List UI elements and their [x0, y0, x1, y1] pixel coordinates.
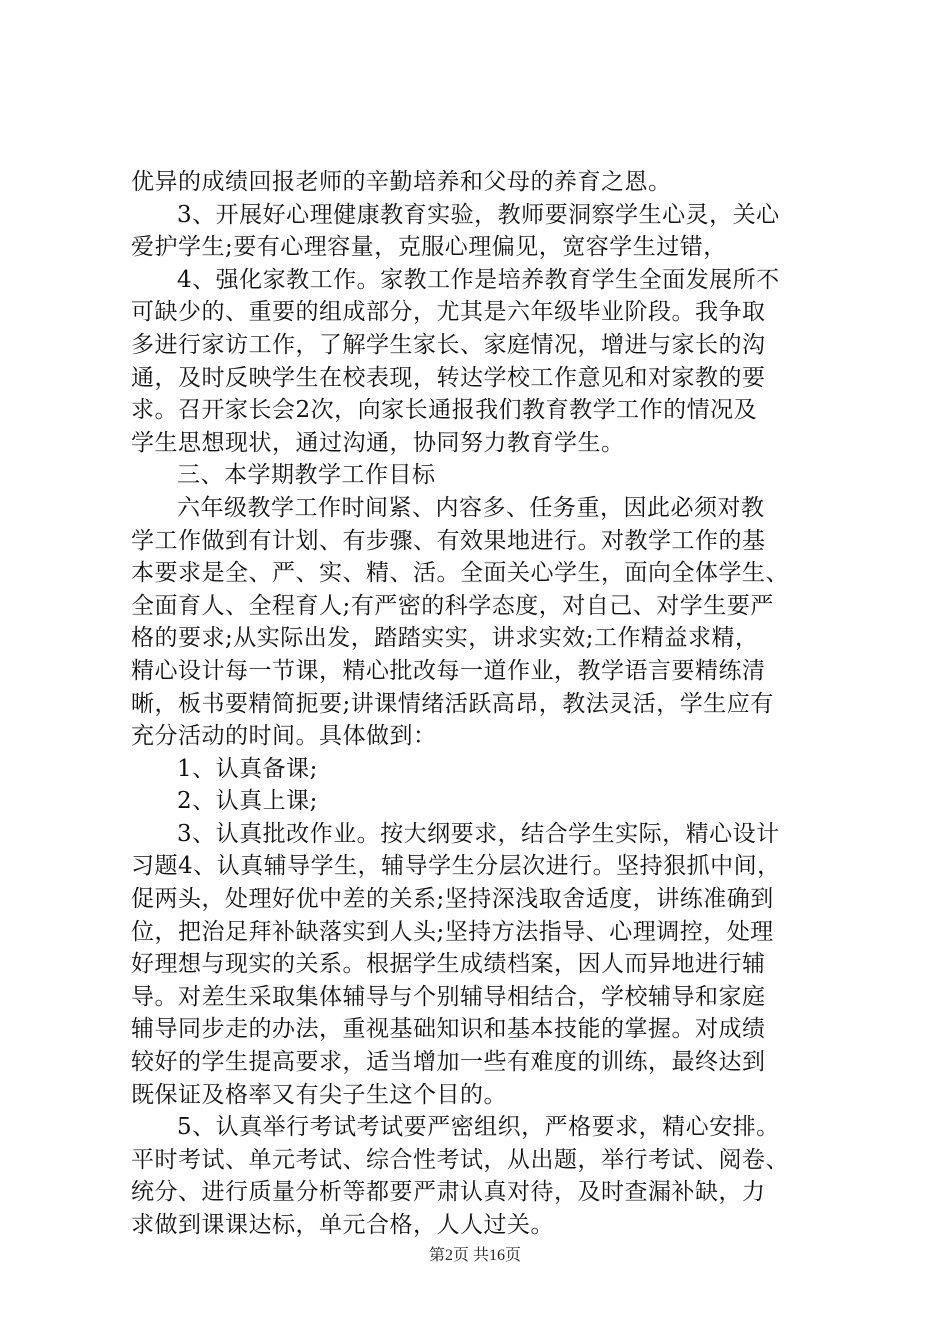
text-line: 通，及时反映学生在校表现，转达学校工作意见和对家教的要: [131, 364, 766, 391]
text-line: 爱护学生;要有心理容量，克服心理偏见，宽容学生过错，: [131, 234, 727, 261]
text-line: 5、认真举行考试考试要严密组织，严格要求，精心安排。: [177, 1114, 780, 1141]
document-body: [131, 166, 851, 1242]
text-line: 好理想与现实的关系。根据学生成绩档案，因人而异地进行辅: [131, 951, 766, 978]
text-line: 3、开展好心理健康教育实验，教师要洞察学生心灵，关心: [177, 201, 780, 228]
text-line: 学工作做到有计划、有步骤、有效果地进行。对教学工作的基: [131, 527, 766, 554]
page-footer: 第2页 共16页: [428, 1247, 521, 1264]
text-line: 促两头，处理好优中差的关系;坚持深浅取舍适度，讲练准确到: [131, 886, 774, 913]
text-line: 4、强化家教工作。家教工作是培养教育学生全面发展所不: [177, 266, 780, 293]
text-line: 导。对差生采取集体辅导与个别辅导相结合，学校辅导和家庭: [131, 983, 766, 1010]
text-line: 充分活动的时间。具体做到：: [131, 723, 437, 750]
text-line: 本要求是全、严、实、精、活。全面关心学生，面向全体学生、: [131, 560, 789, 587]
text-line: 精心设计每一节课，精心批改每一道作业，教学语言要精练清: [131, 657, 766, 684]
text-line: 较好的学生提高要求，适当增加一些有难度的训练，最终达到: [131, 1049, 766, 1076]
text-line: 位，把治足拜补缺落实到人头;坚持方法指导、心理调控，处理: [131, 918, 774, 945]
text-line: 可缺少的、重要的组成部分，尤其是六年级毕业阶段。我争取: [131, 299, 766, 326]
text-line: 2、认真上课;: [177, 788, 318, 815]
text-line: 学生思想现状，通过沟通，协同努力教育学生。: [131, 429, 625, 456]
text-line: 习题4、认真辅导学生，辅导学生分层次进行。坚持狠抓中间，: [131, 853, 781, 880]
text-line: 多进行家访工作，了解学生家长、家庭情况，增进与家长的沟: [131, 331, 766, 358]
text-line: 3、认真批改作业。按大纲要求，结合学生实际，精心设计: [177, 820, 780, 847]
text-line: 三、本学期教学工作目标: [177, 462, 436, 489]
text-line: 全面育人、全程育人;有严密的科学态度，对自己、对学生要严: [131, 592, 774, 619]
text-line: 六年级教学工作时间紧、内容多、任务重，因此必须对教: [177, 494, 765, 521]
text-line: 格的要求;从实际出发，踏踏实实，讲求实效;工作精益求精，: [131, 625, 759, 652]
text-line: 1、认真备课;: [177, 755, 318, 782]
text-line: 既保证及格率又有尖子生这个目的。: [131, 1081, 507, 1108]
text-line: 求。召开家长会2次，向家长通报我们教育教学工作的情况及: [131, 397, 758, 424]
text-line: 晰，板书要精简扼要;讲课情绪活跃高昂，教法灵活，学生应有: [131, 690, 774, 717]
text-line: 统分、进行质量分析等都要严肃认真对待，及时查漏补缺，力: [131, 1179, 766, 1206]
text-line: 求做到课课达标，单元合格，人人过关。: [131, 1212, 554, 1238]
text-line: 辅导同步走的办法，重视基础知识和基本技能的掌握。对成绩: [131, 1016, 766, 1043]
text-line: 平时考试、单元考试、综合性考试，从出题，举行考试、阅卷、: [131, 1146, 789, 1173]
text-line: 优异的成绩回报老师的辛勤培养和父母的养育之恩。: [131, 169, 672, 195]
